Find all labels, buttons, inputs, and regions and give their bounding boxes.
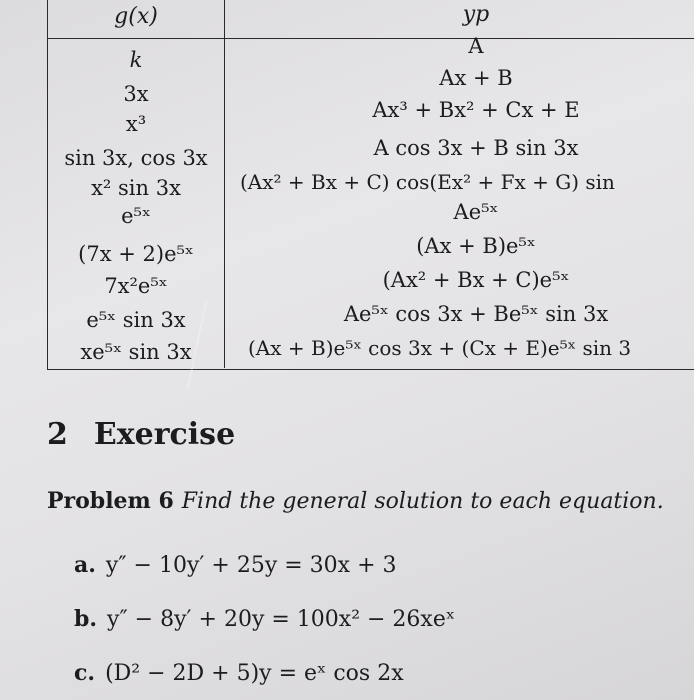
equation-b: [74, 606, 455, 632]
equation-text: y″ − 10y′ + 25y = 30x + 3: [105, 553, 397, 578]
header-g: g(x): [114, 4, 158, 29]
row-g: x³: [125, 112, 147, 136]
row-g: k: [129, 48, 143, 72]
equation-a: [74, 552, 397, 578]
problem-label: Problem 6: [47, 488, 174, 514]
section-number: 2: [47, 417, 68, 452]
problem-text: Find the general solution to each equation.: [181, 489, 664, 514]
row-g: e⁵ˣ: [121, 204, 151, 228]
header-yp: yp: [462, 2, 490, 27]
row-yp: A: [468, 34, 484, 58]
section-heading: [47, 417, 235, 452]
equation-text: (D² − 2D + 5)y = eˣ cos 2x: [105, 661, 404, 686]
row-yp: (Ax² + Bx + C)e⁵ˣ: [382, 268, 570, 292]
equation-c: [74, 660, 404, 686]
particular-solution-table: [47, 0, 694, 370]
row-yp: (Ax + B)e⁵ˣ cos 3x + (Cx + E)e⁵ˣ sin 3: [248, 338, 632, 358]
row-yp: (Ax + B)e⁵ˣ: [416, 234, 536, 258]
row-g: sin 3x, cos 3x: [64, 146, 208, 170]
row-g: xe⁵ˣ sin 3x: [80, 340, 192, 364]
row-g: 7x²e⁵ˣ: [104, 274, 168, 298]
section-title: Exercise: [93, 417, 236, 452]
row-yp: Ae⁵ˣ cos 3x + Be⁵ˣ sin 3x: [343, 302, 609, 326]
problem-statement: [47, 488, 664, 514]
row-yp: (Ax² + Bx + C) cos(Ex² + Fx + G) sin: [240, 170, 615, 194]
row-yp: A cos 3x + B sin 3x: [373, 136, 579, 160]
equation-label: b.: [74, 606, 98, 632]
equation-label: a.: [74, 552, 96, 578]
row-yp: Ax + B: [439, 66, 513, 90]
row-yp: Ax³ + Bx² + Cx + E: [372, 98, 580, 122]
column-divider: [224, 0, 225, 368]
row-g: 3x: [123, 82, 149, 106]
row-g: x² sin 3x: [91, 176, 181, 200]
equation-text: y″ − 8y′ + 20y = 100x² − 26xeˣ: [107, 607, 456, 632]
equation-label: c.: [74, 660, 96, 686]
row-g: (7x + 2)e⁵ˣ: [78, 242, 194, 266]
row-g: e⁵ˣ sin 3x: [86, 308, 186, 332]
row-yp: Ae⁵ˣ: [453, 200, 499, 224]
